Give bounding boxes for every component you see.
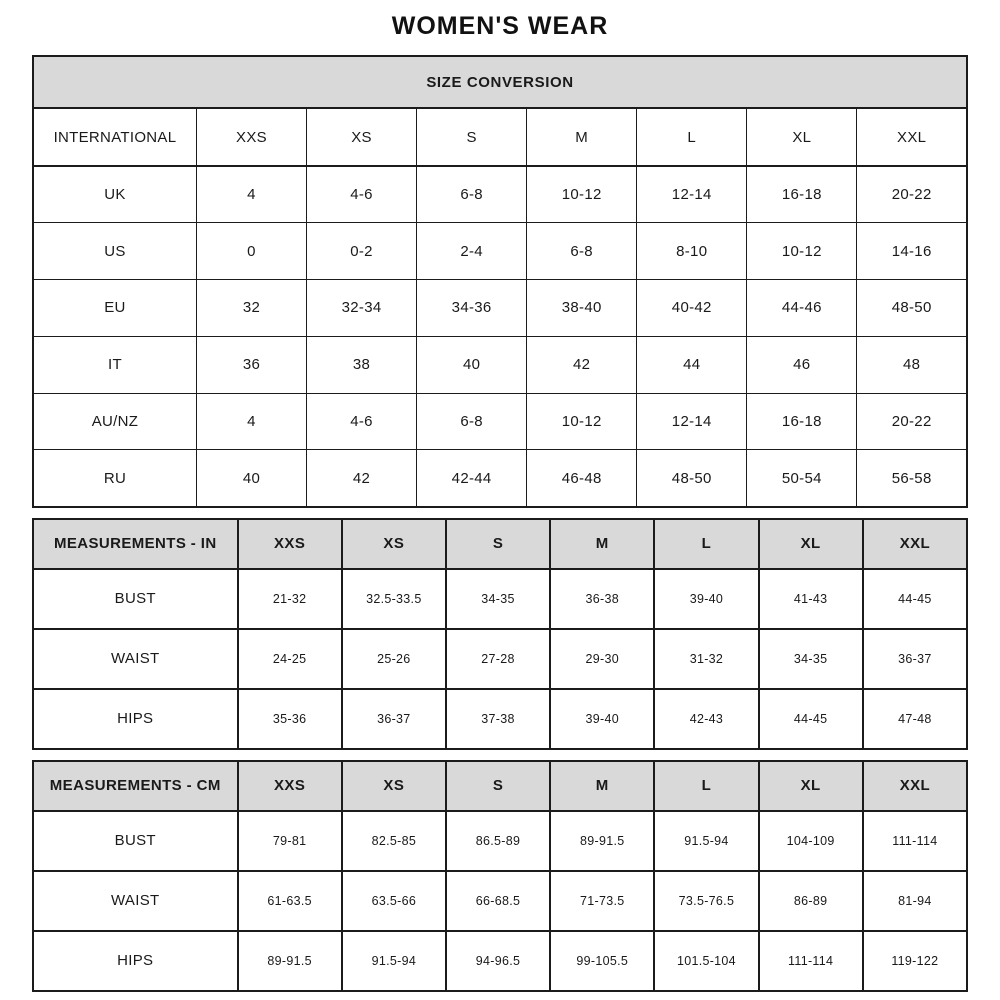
table-row — [33, 223, 967, 280]
value-cell: 42 — [527, 336, 637, 393]
value-cell: 42-44 — [417, 450, 527, 507]
column-header: XL — [759, 761, 863, 811]
value-cell: 56-58 — [857, 450, 967, 507]
value-cell: 8-10 — [637, 223, 747, 280]
value-cell: 14-16 — [857, 223, 967, 280]
value-cell: 4-6 — [307, 166, 417, 223]
value-cell: 6-8 — [417, 393, 527, 450]
value-cell: 89-91.5 — [238, 931, 342, 991]
value-cell: 63.5-66 — [342, 871, 446, 931]
value-cell: 61-63.5 — [238, 871, 342, 931]
value-cell: 4 — [196, 166, 306, 223]
value-cell: 39-40 — [550, 689, 654, 749]
column-header: L — [654, 761, 758, 811]
row-label: EU — [33, 280, 196, 337]
value-cell: 10-12 — [527, 393, 637, 450]
value-cell: 79-81 — [238, 811, 342, 871]
table-row — [33, 569, 967, 629]
value-cell: 47-48 — [863, 689, 967, 749]
column-header: XS — [307, 108, 417, 166]
value-cell: 42-43 — [654, 689, 758, 749]
size-conversion-table — [32, 55, 968, 508]
table-row — [33, 336, 967, 393]
value-cell: 42 — [307, 450, 417, 507]
row-label: WAIST — [33, 629, 238, 689]
value-cell: 16-18 — [747, 166, 857, 223]
value-cell: 82.5-85 — [342, 811, 446, 871]
row-label: UK — [33, 166, 196, 223]
column-header: L — [654, 519, 758, 569]
value-cell: 50-54 — [747, 450, 857, 507]
value-cell: 86-89 — [759, 871, 863, 931]
column-header: MEASUREMENTS - CM — [33, 761, 238, 811]
value-cell: 35-36 — [238, 689, 342, 749]
value-cell: 36-38 — [550, 569, 654, 629]
value-cell: 37-38 — [446, 689, 550, 749]
value-cell: 10-12 — [747, 223, 857, 280]
column-header: XL — [759, 519, 863, 569]
column-header: XXL — [857, 108, 967, 166]
value-cell: 29-30 — [550, 629, 654, 689]
measurements-cm-table — [32, 760, 968, 992]
row-label: AU/NZ — [33, 393, 196, 450]
page-title: WOMEN'S WEAR — [391, 12, 609, 40]
column-header: XXS — [238, 761, 342, 811]
table-row — [33, 450, 967, 507]
value-cell: 36-37 — [342, 689, 446, 749]
value-cell: 89-91.5 — [550, 811, 654, 871]
column-header: M — [527, 108, 637, 166]
measurements-in-body — [33, 569, 967, 749]
column-header: S — [446, 761, 550, 811]
value-cell: 94-96.5 — [446, 931, 550, 991]
value-cell: 0-2 — [307, 223, 417, 280]
value-cell: 34-36 — [417, 280, 527, 337]
value-cell: 12-14 — [637, 393, 747, 450]
value-cell: 46 — [747, 336, 857, 393]
column-header: XS — [342, 519, 446, 569]
row-label: BUST — [33, 811, 238, 871]
value-cell: 111-114 — [759, 931, 863, 991]
table-row — [33, 689, 967, 749]
value-cell: 86.5-89 — [446, 811, 550, 871]
value-cell: 25-26 — [342, 629, 446, 689]
column-header: MEASUREMENTS - IN — [33, 519, 238, 569]
value-cell: 6-8 — [527, 223, 637, 280]
value-cell: 119-122 — [863, 931, 967, 991]
column-header: XXL — [863, 519, 967, 569]
size-conversion-header-row — [33, 108, 967, 166]
value-cell: 36 — [196, 336, 306, 393]
value-cell: 27-28 — [446, 629, 550, 689]
row-label: US — [33, 223, 196, 280]
table-row — [33, 393, 967, 450]
value-cell: 81-94 — [863, 871, 967, 931]
measurements-cm-body — [33, 811, 967, 991]
value-cell: 111-114 — [863, 811, 967, 871]
value-cell: 6-8 — [417, 166, 527, 223]
value-cell: 20-22 — [857, 166, 967, 223]
value-cell: 40 — [417, 336, 527, 393]
value-cell: 40 — [196, 450, 306, 507]
value-cell: 0 — [196, 223, 306, 280]
value-cell: 2-4 — [417, 223, 527, 280]
value-cell: 66-68.5 — [446, 871, 550, 931]
value-cell: 12-14 — [637, 166, 747, 223]
measurements-in-header-row — [33, 519, 967, 569]
value-cell: 39-40 — [654, 569, 758, 629]
tables-container — [32, 55, 968, 992]
value-cell: 21-32 — [238, 569, 342, 629]
value-cell: 38 — [307, 336, 417, 393]
column-header: M — [550, 761, 654, 811]
value-cell: 91.5-94 — [654, 811, 758, 871]
measurements-cm-header-row — [33, 761, 967, 811]
value-cell: 46-48 — [527, 450, 637, 507]
row-label: HIPS — [33, 931, 238, 991]
column-header: XXS — [196, 108, 306, 166]
column-header: S — [446, 519, 550, 569]
table-row — [33, 280, 967, 337]
value-cell: 104-109 — [759, 811, 863, 871]
value-cell: 32 — [196, 280, 306, 337]
value-cell: 34-35 — [759, 629, 863, 689]
value-cell: 24-25 — [238, 629, 342, 689]
value-cell: 32-34 — [307, 280, 417, 337]
value-cell: 91.5-94 — [342, 931, 446, 991]
table-row — [33, 166, 967, 223]
value-cell: 48-50 — [637, 450, 747, 507]
value-cell: 36-37 — [863, 629, 967, 689]
measurements-in-table — [32, 518, 968, 750]
value-cell: 44-45 — [863, 569, 967, 629]
size-conversion-banner-row — [33, 56, 967, 108]
value-cell: 34-35 — [446, 569, 550, 629]
value-cell: 40-42 — [637, 280, 747, 337]
value-cell: 41-43 — [759, 569, 863, 629]
row-label: HIPS — [33, 689, 238, 749]
value-cell: 44-46 — [747, 280, 857, 337]
row-label: IT — [33, 336, 196, 393]
column-header: XXL — [863, 761, 967, 811]
value-cell: 71-73.5 — [550, 871, 654, 931]
table-row — [33, 629, 967, 689]
row-label: BUST — [33, 569, 238, 629]
value-cell: 16-18 — [747, 393, 857, 450]
row-label: WAIST — [33, 871, 238, 931]
column-header: XS — [342, 761, 446, 811]
table-row — [33, 811, 967, 871]
column-header: XXS — [238, 519, 342, 569]
value-cell: 101.5-104 — [654, 931, 758, 991]
table-row — [33, 931, 967, 991]
size-conversion-body — [33, 166, 967, 507]
column-header: XL — [747, 108, 857, 166]
value-cell: 73.5-76.5 — [654, 871, 758, 931]
value-cell: 4-6 — [307, 393, 417, 450]
value-cell: 48-50 — [857, 280, 967, 337]
value-cell: 48 — [857, 336, 967, 393]
value-cell: 20-22 — [857, 393, 967, 450]
value-cell: 44 — [637, 336, 747, 393]
value-cell: 38-40 — [527, 280, 637, 337]
value-cell: 4 — [196, 393, 306, 450]
value-cell: 99-105.5 — [550, 931, 654, 991]
row-label: RU — [33, 450, 196, 507]
value-cell: 44-45 — [759, 689, 863, 749]
value-cell: 10-12 — [527, 166, 637, 223]
size-conversion-banner: SIZE CONVERSION — [33, 56, 967, 108]
column-header: S — [417, 108, 527, 166]
table-row — [33, 871, 967, 931]
column-header: L — [637, 108, 747, 166]
column-header: M — [550, 519, 654, 569]
value-cell: 32.5-33.5 — [342, 569, 446, 629]
value-cell: 31-32 — [654, 629, 758, 689]
column-header: INTERNATIONAL — [33, 108, 196, 166]
